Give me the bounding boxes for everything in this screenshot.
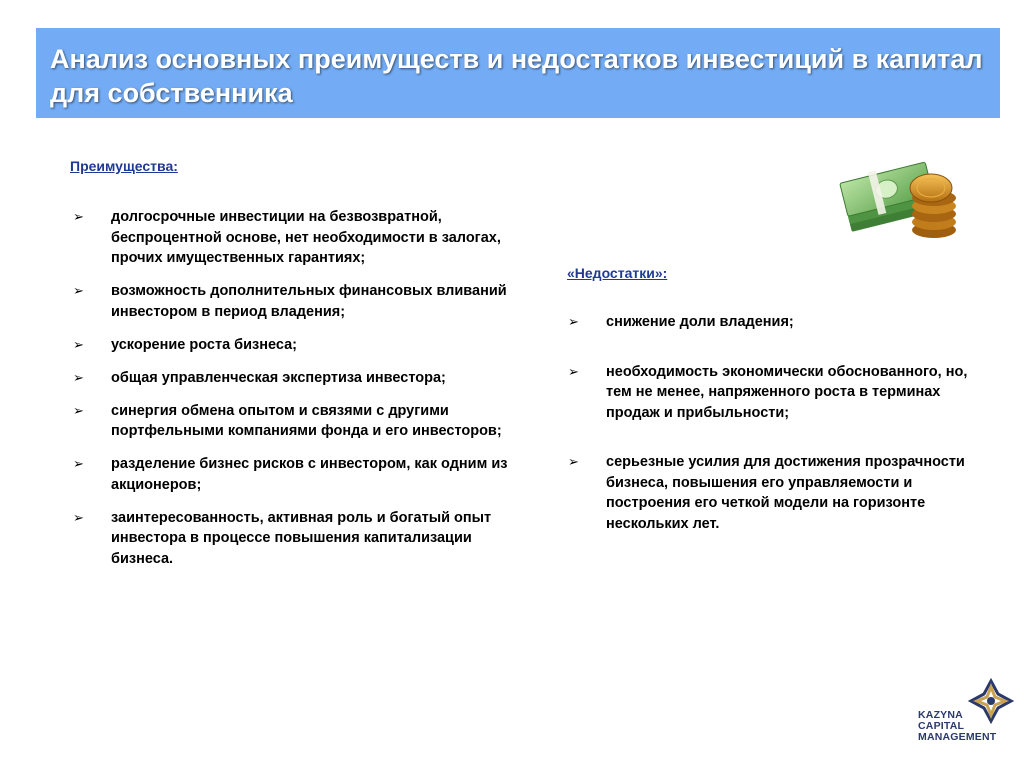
logo-line-3: MANAGEMENT — [918, 731, 997, 743]
disadvantage-item — [568, 362, 988, 424]
logo-line-1: KAZYNA — [918, 709, 963, 721]
disadvantage-text: серьезные усилия для достижения прозрачности бизнеса, повышения его управляемости и построения его четкой модели на горизонте нескольких лет. — [606, 454, 965, 532]
bullet-arrow-icon: ➢ — [73, 456, 84, 471]
bullet-arrow-icon: ➢ — [568, 314, 579, 329]
disadvantage-item — [568, 312, 988, 333]
advantages-list — [73, 207, 523, 582]
disadvantage-text: необходимость экономически обоснованного, но, тем не менее, напряженного роста в терминах продаж и прибыльности; — [606, 363, 968, 421]
money-stack-with-coins-icon — [838, 150, 960, 242]
bullet-arrow-icon: ➢ — [73, 509, 84, 525]
disadvantages-heading: «Недостатки»: — [567, 265, 668, 281]
advantage-text: заинтересованность, активная роль и богатый опыт инвестора в процессе повышения капитализации бизнеса. — [111, 509, 492, 567]
advantages-heading: Преимущества: — [70, 158, 178, 174]
advantage-text: разделение бизнес рисков с инвестором, как одним из акционеров; — [111, 456, 508, 493]
logo-line-2: CAPITAL — [918, 720, 965, 732]
bullet-arrow-icon: ➢ — [73, 209, 84, 224]
advantage-text: общая управленческая экспертиза инвестора; — [111, 369, 446, 386]
advantage-item — [73, 368, 523, 389]
title-bar — [36, 28, 1000, 118]
advantage-item — [73, 207, 523, 269]
advantage-item — [73, 335, 523, 356]
disadvantages-list — [568, 312, 988, 563]
bullet-arrow-icon: ➢ — [73, 402, 84, 418]
advantage-item — [73, 401, 523, 442]
disadvantage-text: снижение доли владения; — [606, 314, 794, 330]
logo-wordmark — [918, 710, 996, 743]
advantage-text: ускорение роста бизнеса; — [111, 336, 298, 353]
advantage-text: синергия обмена опытом и связями с другими портфельными компаниями фонда и его инвесторов; — [111, 402, 502, 439]
bullet-arrow-icon: ➢ — [73, 336, 84, 352]
advantage-item — [73, 508, 523, 570]
bullet-arrow-icon: ➢ — [73, 369, 84, 385]
bullet-arrow-icon: ➢ — [568, 363, 579, 379]
advantage-text: возможность дополнительных финансовых вливаний инвестором в период владения; — [111, 283, 507, 320]
company-logo — [910, 678, 1014, 748]
bullet-arrow-icon: ➢ — [568, 454, 579, 469]
advantage-text: долгосрочные инвестиции на безвозвратной, беспроцентной основе, нет необходимости в залогах, прочих имущественных гарантиях; — [111, 209, 501, 266]
advantage-item — [73, 281, 523, 322]
bullet-arrow-icon: ➢ — [73, 283, 84, 298]
disadvantage-item — [568, 452, 988, 534]
page-title: Анализ основных преимуществ и недостатков инвестиций в капитал для собственника — [50, 44, 983, 108]
advantage-item — [73, 454, 523, 495]
